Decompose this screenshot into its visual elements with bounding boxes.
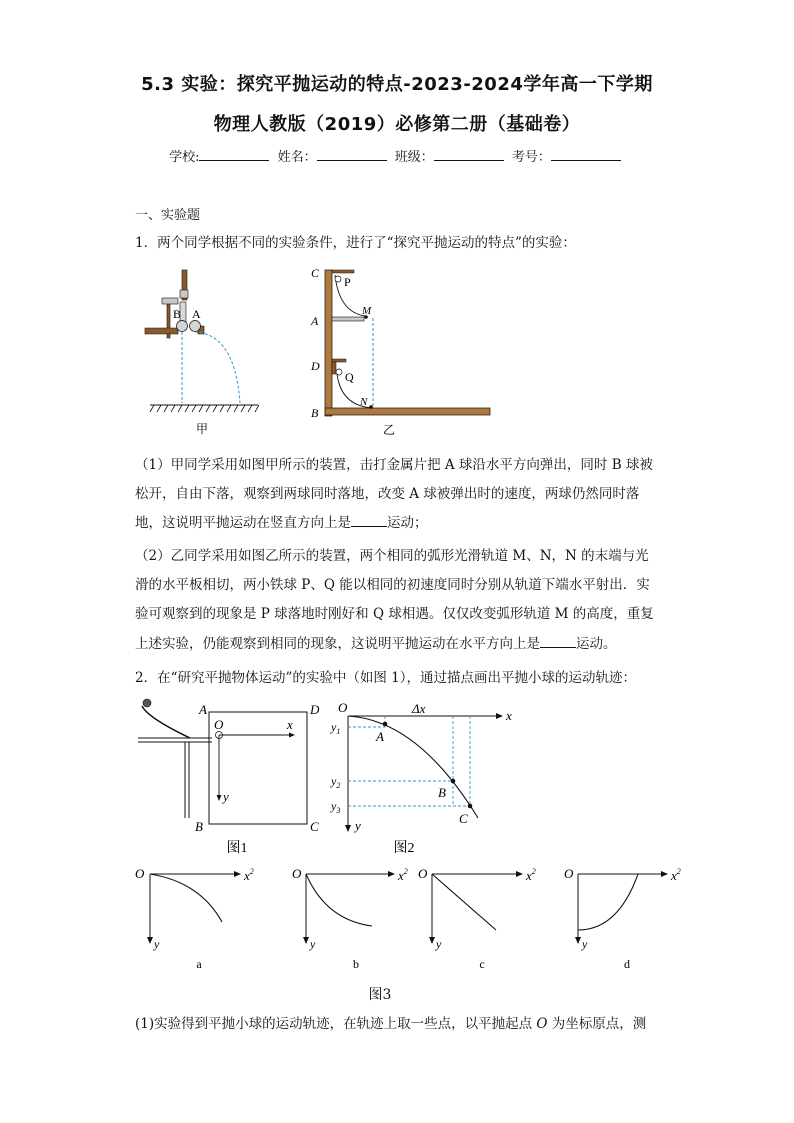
- label-c: C: [311, 266, 320, 280]
- svg-text:y: y: [310, 937, 316, 951]
- svg-text:y: y: [154, 937, 160, 951]
- student-info-row: [0, 146, 794, 165]
- q2-part1-line1: [135, 1014, 646, 1034]
- fig1-label-c: C: [310, 819, 319, 834]
- fig1-label-d: D: [310, 702, 320, 717]
- label-m: M: [362, 305, 372, 317]
- label-n: N: [360, 396, 368, 408]
- q1-answer-blank-1[interactable]: [351, 514, 387, 527]
- svg-text:b: b: [353, 957, 359, 971]
- svg-text:x2: $x^2$: [398, 867, 408, 883]
- fig3-graph-d: [564, 866, 681, 971]
- q2-part1-pre: (1)实验得到平抛小球的运动轨迹，在轨迹上取一些点，以平抛起点: [135, 1016, 537, 1032]
- svg-text:O: O: [564, 866, 574, 881]
- caption-fig1: 图1: [226, 841, 248, 856]
- fig2-label-y: y: [355, 818, 361, 833]
- school-label: 学校:: [169, 150, 200, 165]
- figure-3: [130, 860, 690, 980]
- q1-part1-line3: [135, 513, 428, 533]
- q2-part1-post: 为坐标原点，测: [547, 1016, 647, 1032]
- doc-title-line1: 5.3 实验：探究平抛运动的特点-2023-2024学年高一下学期: [141, 74, 653, 95]
- fig3-graph-a: [135, 866, 254, 971]
- fig2-label-x: x: [506, 708, 512, 723]
- q1-part1-line2: 松开，自由下落，观察到两球同时落地，改变 A 球被弹出时的速度，两球仍然同时落: [135, 486, 640, 502]
- fig3-graph-b: [292, 866, 408, 971]
- name-field[interactable]: [317, 148, 387, 161]
- svg-text:x2: $x^2$: [526, 867, 536, 883]
- figure-yi: [305, 262, 500, 438]
- q1-part2-line4: [135, 634, 617, 654]
- label-a: A: [192, 307, 201, 321]
- figure-2: [328, 698, 528, 858]
- svg-text:O: O: [292, 866, 302, 881]
- svg-text:c: c: [479, 957, 485, 971]
- q1-part1-line3-post: 运动；: [387, 515, 428, 531]
- svg-text:a: a: [196, 957, 202, 971]
- label-a2: A: [311, 314, 319, 328]
- fig1-label-a: A: [199, 702, 207, 717]
- fig1-label-o: O: [214, 717, 224, 732]
- label-b2: B: [311, 406, 319, 420]
- q1-stem: 1．两个同学根据不同的实验条件，进行了“探究平抛运动的特点”的实验：: [135, 235, 576, 251]
- class-field[interactable]: [434, 148, 504, 161]
- svg-text:y: y: [582, 937, 588, 951]
- svg-text:x2: $x^2$: [244, 867, 254, 883]
- q1-part2-line1: （2）乙同学采用如图乙所示的装置，两个相同的弧形光滑轨道 M、N，N 的末端与光: [135, 548, 649, 564]
- svg-text:O: O: [135, 866, 145, 881]
- exam-number-label: 考号：: [511, 150, 551, 165]
- fig1-label-b: B: [195, 819, 203, 834]
- fig2-label-y1: $y_1$: [331, 720, 341, 736]
- q2-stem: 2．在“研究平抛物体运动”的实验中（如图 1），通过描点画出平抛小球的运动轨迹：: [135, 670, 637, 686]
- doc-title-line2: 物理人教版（2019）必修第二册（基础卷）: [213, 114, 581, 135]
- exam-number-field[interactable]: [551, 148, 621, 161]
- fig2-point-a: [383, 722, 388, 727]
- fig2-label-dx: Δx: [412, 701, 426, 716]
- q1-part2-line4-post: 运动。: [576, 636, 617, 652]
- fig3-graph-c: [418, 866, 536, 971]
- fig2-label-y3: $y_3$: [331, 799, 341, 815]
- label-p: P: [344, 275, 351, 289]
- fig2-label-b: B: [438, 785, 446, 800]
- q1-part1-line3-pre: 地，这说明平抛运动在竖直方向上是: [135, 515, 351, 531]
- fig2-label-y2: $y_2$: [331, 774, 341, 790]
- q1-answer-blank-2[interactable]: [540, 635, 576, 648]
- svg-text:d: d: [624, 957, 630, 971]
- caption-fig3: 图3: [368, 987, 392, 1003]
- label-b: B: [173, 307, 182, 321]
- fig2-label-a: A: [376, 729, 384, 744]
- q1-part1-line1: （1）甲同学采用如图甲所示的装置，击打金属片把 A 球沿水平方向弹出，同时 B 球被: [135, 457, 653, 473]
- figure-1: [130, 698, 330, 858]
- class-label: 班级：: [394, 150, 434, 165]
- svg-text:O: O: [418, 866, 428, 881]
- fig1-label-y: y: [223, 789, 229, 804]
- label-q: Q: [345, 370, 354, 384]
- label-d: D: [311, 359, 320, 373]
- caption-yi: 乙: [382, 423, 396, 437]
- fig2-point-c: [468, 804, 473, 809]
- q1-part2-line2: 滑的水平板相切，两小铁球 P、Q 能以相同的初速度同时分别从轨道下端水平射出．实: [135, 577, 650, 593]
- name-label: 姓名：: [277, 150, 317, 165]
- q2-part1-o: O: [536, 1016, 548, 1032]
- section-heading: 一、实验题: [135, 208, 201, 223]
- q1-part2-line4-pre: 上述实验，仍能观察到相同的现象，这说明平抛运动在水平方向上是: [135, 636, 540, 652]
- q1-part2-line3: 验可观察到的现象是 P 球落地时刚好和 Q 球相遇。仅仅改变弧形轨道 M 的高度，重复: [135, 606, 654, 622]
- svg-text:y: y: [436, 937, 442, 951]
- fig2-point-b: [451, 779, 456, 784]
- figure-jia: [140, 268, 265, 438]
- svg-text:x2: $x^2$: [671, 867, 681, 883]
- caption-jia: 甲: [195, 422, 209, 436]
- fig2-label-o: O: [338, 700, 348, 715]
- school-field[interactable]: [199, 148, 269, 161]
- caption-fig2: 图2: [393, 841, 415, 856]
- fig1-label-x: x: [287, 717, 293, 732]
- fig2-label-c: C: [459, 811, 468, 826]
- ball-b: [177, 321, 188, 332]
- ball-a: [190, 321, 201, 332]
